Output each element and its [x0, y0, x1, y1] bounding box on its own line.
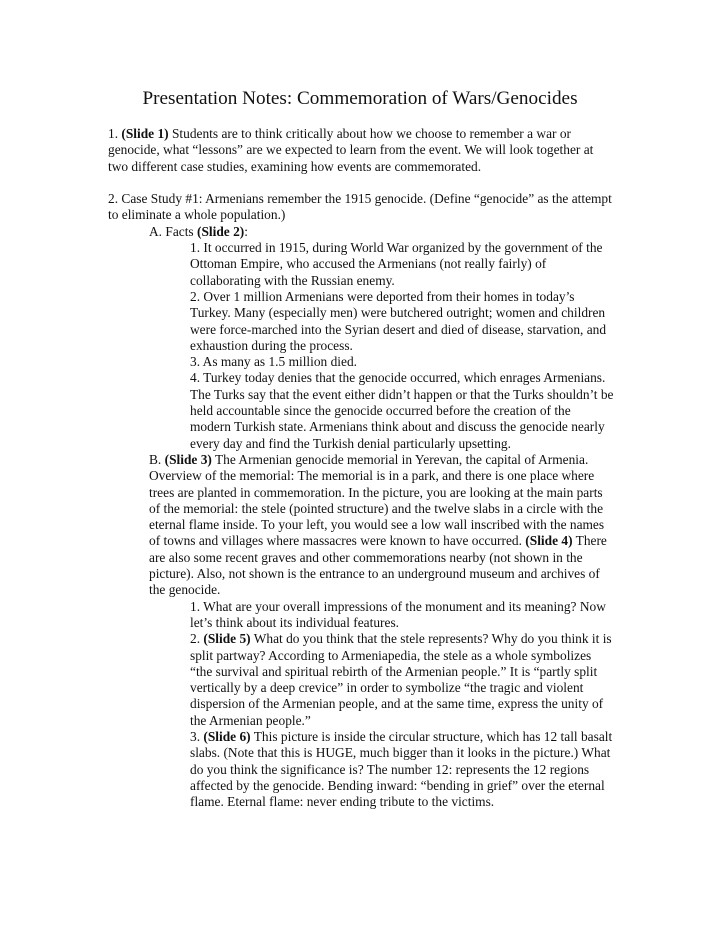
- section-b-paragraph: [108, 452, 614, 599]
- section-a-suffix: :: [244, 223, 248, 239]
- question-item-3: [108, 729, 614, 810]
- question-item-1: 1. What are your overall impressions of the monument and its meaning? Now let’s think about its individual features.: [190, 598, 606, 630]
- question-3-prefix: 3.: [190, 728, 204, 744]
- section-b-text-2: There are also some recent graves and other commemorations nearby (not shown in the picture). Also, not shown is the entrance to an underground museum and archives of the genocide.: [149, 533, 607, 598]
- section-a-heading: [108, 224, 614, 240]
- section-a-prefix: A. Facts: [149, 223, 197, 239]
- item-1-text: Students are to think critically about how we choose to remember a war or genocide, what “lessons” are we expected to learn from the event. We will look together at two different case studies, examining how events are commemorated.: [108, 126, 594, 174]
- document-body: [108, 126, 614, 810]
- section-b-text-1: The Armenian genocide memorial in Yerevan, the capital of Armenia. Overview of the memorial: The memorial is in a park, and there is one place where trees are planted in commemoration. In the picture, you are looking at the main parts of the memorial: the stele (pointed structure) and the twelve slabs in a circle with the eternal flame inside. To your left, you would see a low wall inscribed with the names of towns and villages where massacres were known to have occurred.: [149, 451, 605, 549]
- question-3-text: This picture is inside the circular structure, which has 12 tall basalt slabs. (Note that this is HUGE, much bigger than it looks in the picture.) What do you think the significance is? The number 12: represents the 12 regions affected by the genocide. Bending inward: “bending in grief” over the eternal flame. Eternal flame: never ending tribute to the victims.: [190, 728, 613, 810]
- fact-item-2: 2. Over 1 million Armenians were deported from their homes in today’s Turkey. Many (especially men) were butchered outright; women and children were force-marched into the Syrian desert and died of disease, starvation, and exhaustion during the process.: [190, 288, 607, 353]
- slide-1-label: (Slide 1): [121, 126, 169, 141]
- question-2-text: What do you think that the stele represents? Why do you think it is split partway? According to Armeniapedia, the stele as a whole symbolizes “the survival and spiritual rebirth of the Armenian people.” It is “partly split vertically by a deep crevice” in order to symbolize “the tragic and violent dispersion of the Armenian people, and at the same time, express the unity of the Armenian people.”: [190, 631, 612, 728]
- slide-4-label: (Slide 4): [525, 533, 573, 549]
- item-1-number: 1.: [108, 126, 122, 141]
- question-item-2: [108, 631, 614, 729]
- fact-item-1: 1. It occurred in 1915, during World War organized by the government of the Ottoman Empire, who accused the Armenians (not really fairly) of collaborating with the Russian enemy.: [190, 240, 603, 288]
- fact-item-4: 4. Turkey today denies that the genocide occurred, which enrages Armenians. The Turks say that the event either didn’t happen or that the Turks shouldn’t be held accountable since the genocide occurred before the creation of the modern Turkish state. Armenians think about and discuss the genocide nearly every day and find the Turkish denial particularly upsetting.: [190, 370, 614, 451]
- slide-6-label: (Slide 6): [203, 728, 251, 744]
- section-b-prefix: B.: [149, 451, 165, 467]
- case-study-1-intro: 2. Case Study #1: Armenians remember the 1915 genocide. (Define “genocide” as the attempt to eliminate a whole population.): [108, 191, 612, 223]
- slide-3-label: (Slide 3): [164, 451, 212, 467]
- page-title: Presentation Notes: Commemoration of Wars/Genocides: [142, 88, 578, 109]
- question-2-prefix: 2.: [190, 631, 204, 647]
- fact-item-3: 3. As many as 1.5 million died.: [190, 354, 358, 370]
- slide-5-label: (Slide 5): [203, 631, 251, 647]
- item-1-paragraph: [108, 126, 614, 175]
- slide-2-label: (Slide 2): [196, 223, 245, 239]
- paragraph-gap: [108, 175, 614, 191]
